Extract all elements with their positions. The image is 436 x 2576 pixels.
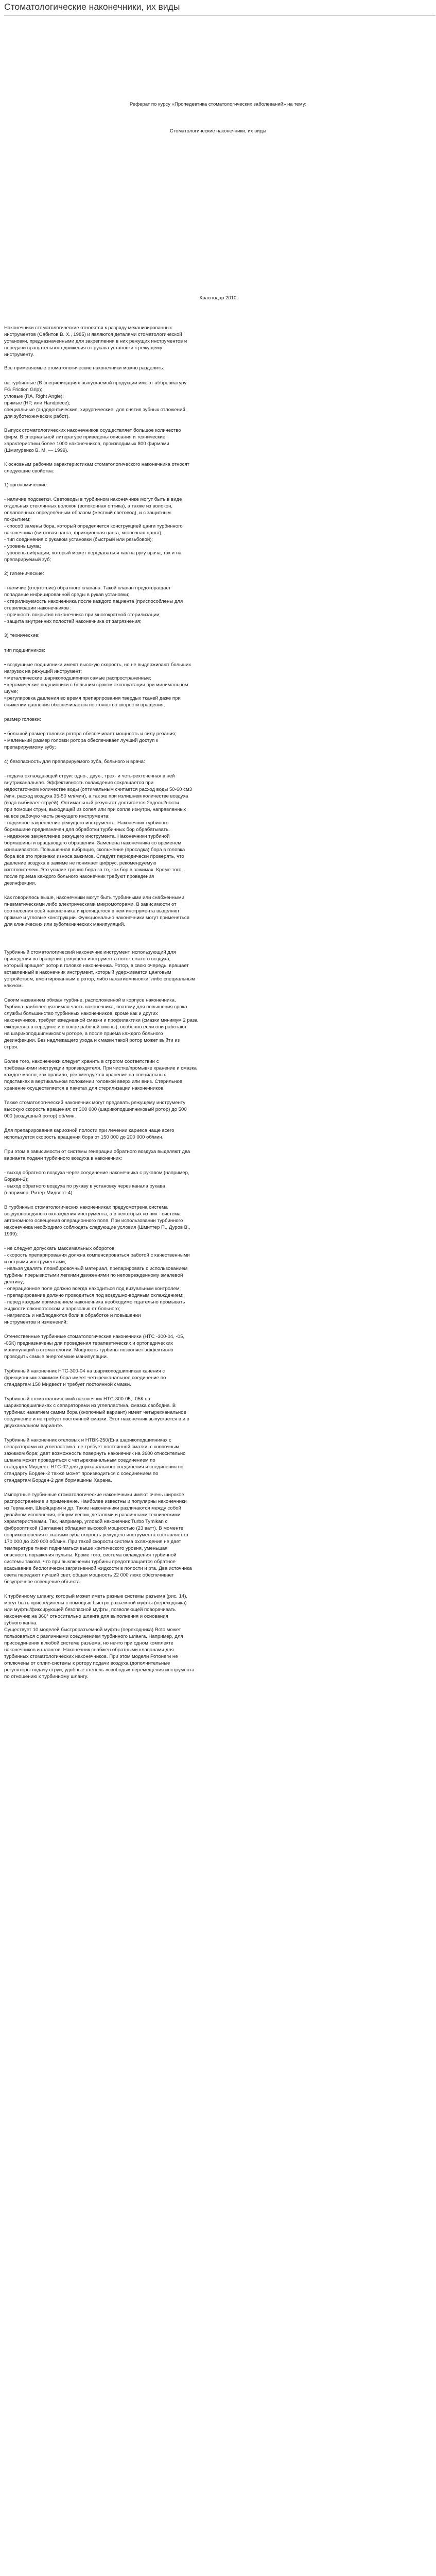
text-line: турбинах нажатием самим бора (кнопочный вариант) имеет четырехканальное	[4, 1410, 186, 1415]
text-line: прямые (HP, или Handpiece);	[4, 400, 71, 406]
text-line: строя.	[4, 1044, 19, 1050]
text-line: давление воздуха в зажиме не понижает цифрус, рекомендуемую	[4, 860, 156, 866]
text-line: препарируемый зуб;	[4, 557, 51, 563]
text-line: дизайном исполнения, общим весом, деталями и различными техническими	[4, 1512, 181, 1518]
page-title: Стоматологические наконечники, их виды	[4, 2, 180, 12]
text-line: тип подшипников:	[4, 648, 45, 653]
text-line: ежедневно в середине и в конце рабочей смены), особенно если они работают	[4, 1024, 187, 1030]
text-line: 4) безопасность для препарируемого зуба, больного и врача:	[4, 759, 145, 765]
text-line: света передают лучший свет, общая мощность 22 000 люкс обеспечивает	[4, 1572, 174, 1578]
text-line: используется скорость вращения бора от 150 000 до 200 000 об/мин.	[4, 1134, 164, 1140]
text-line: покрытием;	[4, 517, 31, 522]
text-line: по отношению к турбинному шлангу.	[4, 1674, 89, 1680]
text-line: - уровень шума;	[4, 544, 41, 549]
text-line: - защита внутренних полостей наконечника от загрязнения;	[4, 619, 142, 624]
text-line: и острыми инструментами;	[4, 1259, 66, 1265]
text-line: отключены от сплит-системы к ротору подачи воздуха (дополнительные	[4, 1660, 170, 1666]
text-line: - подача охлаждающей струи: одно-, двух-, трех- и четырехточечная в ней	[4, 773, 175, 779]
text-line: наконечника (винтовая цанга, фрикционная цанга, кнопочная цанга);	[4, 530, 163, 536]
text-line: - уровень вибрации, который может передаваться как на руку врача, так и на	[4, 550, 182, 556]
text-line: - наличие подсветки. Световоды в турбинном наконечнике могут быть в виде	[4, 497, 182, 502]
text-line: на турбинные (В специфицациях выпускаемой продукции имеют аббревиатуру	[4, 380, 187, 386]
text-line: присоединения к любой системе разъема, но нечто при одном комплекте	[4, 1640, 173, 1646]
text-line: -05К) предназначены для проведения терапевтических и ортопедических	[4, 1341, 173, 1346]
text-line: стерилизации наконечников :	[4, 605, 72, 611]
text-line: - скорость препарирования должна компенсироваться работой с качественными	[4, 1252, 190, 1258]
text-line: угловые (RA, Right Angle);	[4, 394, 64, 399]
text-line: (вода выбивает струёй). Оптимальный результат достигается 2вдоль2ности	[4, 800, 179, 806]
text-line: Борден-2);	[4, 1177, 29, 1182]
text-line: При этом в зависимости от системы генерации обратного воздуха выделяют два	[4, 1149, 190, 1155]
text-line: турбинных стоматологических наконечников. При этом модели Ротонеги не	[4, 1654, 178, 1659]
text-line: 170 000 до 220 000 об/мин. При такой скорости система охлаждения не дает	[4, 1539, 181, 1545]
text-line: стандарту Мидвест. НТС-02 для двухканального соединения и соединения по	[4, 1464, 184, 1470]
text-line: Турбинный наконечник отеловых и НТВК-250(Ена шарикоподшипниках с	[4, 1437, 171, 1443]
text-line: наконечников, требует ежедневной смазки и профилактики (смазки минимум 2 раза	[4, 1018, 198, 1023]
text-line: (Шмигуренко В. М. — 1999).	[4, 448, 68, 453]
text-line: • воздушные подшипники имеют высокую скорость, но не выдерживают больших	[4, 662, 191, 668]
text-line: системы такова, что при выключении турбины предотвращается обратное	[4, 1559, 176, 1565]
text-line: (например, Ритер-Мидвест-4).	[4, 1190, 74, 1196]
text-line: Отечественные турбинные стоматологические наконечники (НТС -300-04, -05,	[4, 1334, 185, 1340]
text-line: бормашины и вращающего обращения. Заменена наконечника со временем	[4, 840, 181, 846]
text-line: - нагрелось и наблюдаются боли в обработке и повышении	[4, 1313, 141, 1318]
text-line: Турбинный наконечник НТС-300-04 на шарикоподшипниках качения с	[4, 1368, 165, 1374]
text-line: фрикционным зажимом бора имеет четырехканальное соединение по	[4, 1375, 166, 1381]
text-line: Все применяемые стоматологические наконечники можно разделить:	[4, 365, 164, 371]
text-line: фиброоптикой (Заглавие) обладает высокой мощностью (23 ватт). В моменте	[4, 1526, 184, 1531]
text-line: всасывание биологически загрязненной жидкости в полости и рта. Два источника	[4, 1566, 192, 1571]
text-line: - прочность покрытия наконечника при многократной стерилизации;	[4, 612, 161, 618]
text-line: наконечников и шлангов: Наконечник снабжен обратными клапанами для	[4, 1647, 174, 1653]
text-line: шарикоподшипниках с сепараторами из углепластика, смазка свободна. В	[4, 1403, 176, 1409]
text-line: - перед каждым применением наконечника необходимо тщательно промывать	[4, 1299, 185, 1305]
text-line: могут быть присоединены с помощью быстро разъемной муфты (переходника)	[4, 1600, 187, 1606]
text-line: 3) технические:	[4, 633, 40, 638]
text-line: - способ замены бора, который определяется конструкцией цанги турбинного	[4, 523, 183, 529]
text-line: зубного канна.	[4, 1620, 38, 1626]
text-line: фирм. В специальной литературе приведены описания и технические	[4, 434, 166, 440]
text-line: высокую скорость вращения: от 300 000 (шарикоподшипниковый ротор) до 500	[4, 1107, 187, 1112]
text-line: изнашиваются. Повышенная вибрация, скольжение (просадка) бора в головка	[4, 847, 185, 853]
text-line: Также стоматологический наконечник могут предавать режущему инструменту	[4, 1100, 186, 1106]
text-line: 1999):	[4, 1231, 19, 1237]
text-line: стандартам Борден-2 для бормашины Харана.	[4, 1478, 112, 1483]
text-line: К турбинному шлангу, который может иметь разные системы разъема (рис. 14),	[4, 1594, 188, 1599]
text-line: - выход обратного воздуха по рукаву в установку через канала рукава	[4, 1183, 165, 1189]
text-line: бора все это признаки износа зажимов. Следует периодически проверять, что	[4, 854, 184, 859]
text-line: турбины прерывистыми легкими движениями по неповрежденному эмалевой	[4, 1273, 183, 1278]
text-line: бормашине предназначен для обработки турбинных бор обрабатывать.	[4, 827, 170, 833]
text-line: - операционное поле должно всегда находиться под визуальным контролем;	[4, 1286, 181, 1292]
text-line: Турбина наиболее уязвимая часть наконечника, поэтому для повышения срока	[4, 1004, 187, 1010]
text-line: - препарирование должно проводиться под воздушно-водяным охлаждением;	[4, 1293, 184, 1298]
text-line: Турбинный стоматологический наконечник инструмент, использующий для	[4, 950, 176, 955]
text-line: пневматическими либо электрическими микромоторами. В зависимости от	[4, 902, 177, 907]
text-line: оплавленных определённым образом (жесткий световод), и с защитным	[4, 510, 171, 516]
text-line: варианта подачи турбинного воздуха в наконечник:	[4, 1156, 122, 1161]
text-line: Своим названием обязан турбине, расположенной в корпусе наконечника.	[4, 997, 176, 1003]
text-line: - наличие (отсутствие) обратного клапана. Такой клапан предотвращает	[4, 585, 171, 591]
text-line: или муфты/фиксирующей безопасной муфты, позволяющей поворачивать	[4, 1607, 176, 1613]
text-line: - выход обратного воздуха через соединение наконечника с рукавом (например,	[4, 1170, 189, 1176]
text-line: стандартам 150 Мидвест и требует постоянной смазки.	[4, 1382, 131, 1387]
text-line: характеристики более 1000 наконечников, производимых 800 фирмами	[4, 441, 169, 447]
text-line: попадание инфицированной среды в рукав установки;	[4, 592, 130, 598]
text-line: • регулировка давления во время препарирования твердых тканей даже при	[4, 696, 181, 701]
text-line: зажимом бора; дает возможность повернуть наконечник на 3600 относительно	[4, 1451, 186, 1456]
text-line: 2) гигиенические:	[4, 571, 44, 577]
text-line: хранение осуществляется в пакетах для стерилизации наконечников.	[4, 1086, 165, 1091]
centered-text-line: Реферат по курсу «Пропедевтика стоматологических заболеваний» на тему:	[129, 101, 307, 107]
text-line: после приема каждого больного наконечник требуют проведения	[4, 874, 154, 879]
centered-text-line: Стоматологические наконечники, их виды	[169, 128, 267, 134]
text-line: ключом.	[4, 983, 23, 989]
text-line: Наконечники стоматологические относятся к разряду механизированных	[4, 325, 172, 331]
text-line: опасность поражения пульпы. Кроме того, система охлаждения турбинной	[4, 1552, 177, 1558]
text-line: • большой размер головки ротора обеспечивает мощность и силу резания;	[4, 731, 177, 737]
text-line: - надежное закрепление режущего инструмента. Наконечник турбиного	[4, 820, 169, 826]
text-line: передачи вращательного движения от рукава установки к режущему	[4, 345, 163, 351]
text-line: жидкости слюноотсосом и аэрозолью от больного;	[4, 1306, 120, 1312]
text-line: регуляторы подачу струи, удобные стенель «свободы» перемещения инструмента	[4, 1667, 195, 1673]
text-line: 000 (воздушный ротор) об/мин.	[4, 1113, 76, 1119]
text-line: распространение и применение. Наиболее известны и популярны наконечники	[4, 1499, 187, 1504]
text-line: В турбинных стоматологических наконечниках предусмотрена система	[4, 1205, 168, 1210]
text-line: для клинических или зуботехнических манипуляций.	[4, 922, 125, 927]
text-line: каждое масло, как правило, рекомендуется хранение на специальных	[4, 1072, 166, 1078]
text-line: требованиями инструкции производителя. При чистке/промывке хранение и смазка	[4, 1065, 197, 1071]
text-line: службы большинство турбинных наконечников, кроме как и других	[4, 1011, 158, 1016]
text-line: стандарту Борден-2 также может производиться с соединением по	[4, 1471, 159, 1477]
text-line: двухканальном варианте.	[4, 1423, 63, 1429]
text-line: специальные (эндодонтические, хирургические, для снятия зубных отложений,	[4, 407, 187, 413]
text-line: Выпуск стоматологических наконечников осуществляет большое количество	[4, 428, 181, 433]
text-line: манипуляций в стоматологии. Мощность турбины позволяет эффективно	[4, 1347, 173, 1353]
text-line: наконечника необходимо соблюдать следующие условия (Шмиттер П., Дуров В.,	[4, 1225, 190, 1230]
text-line: отдельных стеклянных волокон (волоконная оптика), а также из волокон,	[4, 503, 173, 509]
text-line: Существует 10 моделей быстроразъемной муфты (переходника) Roto может	[4, 1627, 181, 1633]
text-line: • маленький размер головки ротора обеспечивает лучший доступ к	[4, 738, 159, 743]
text-line: устройством, вмонтированным в ротор, либо нажатием кнопки, либо специальным	[4, 976, 195, 982]
text-line: недостаточном количестве воды (оптимальным считается расход воды 50-60 см3	[4, 787, 192, 792]
text-line: подставках в вертикальном положении головкой вверх или вниз. Стерильное	[4, 1079, 183, 1084]
text-line: воздушноводяного охлаждения инструмента, а в некоторых из них - система	[4, 1211, 181, 1217]
text-line: Для препарирования кариозной полости при лечении кариеса чаще всего	[4, 1128, 175, 1133]
text-line: шуме;	[4, 689, 18, 694]
text-line: Как говорилось выше, наконечники могут быть турбинными или снабженными	[4, 895, 184, 901]
text-line: прямые и угловые конструкции. Функционально наконечники могут применяться	[4, 915, 189, 921]
text-line: - надежное закрепление режущего инструмента. Наконечники турбиной	[4, 834, 170, 839]
text-line: размер головки:	[4, 717, 41, 722]
text-line: соединение и не требует постоянной смазки. Этот наконечник выпускается в и в	[4, 1416, 189, 1422]
text-line: на все рабочую часть режущего инструмента;	[4, 814, 110, 819]
text-line: дезинфекции. Без надлежащего ухода и смазки такой ротор может выйти из	[4, 1038, 180, 1043]
text-line: безупречное освещение объекта.	[4, 1579, 81, 1585]
text-line: приведения во вращение режущего инструмента поток сжатого воздуха,	[4, 956, 171, 962]
text-line: - стерилизуемость наконечника после каждого пациента (приспособлены для	[4, 599, 183, 604]
text-line: снижении давления обеспечивается постоянство скорости вращения;	[4, 702, 165, 708]
text-line: инструменту.	[4, 352, 34, 358]
text-line: вставленный в наконечник инструмент, который удерживается цанговым	[4, 970, 171, 975]
text-line: инструментов и изменений;	[4, 1319, 68, 1325]
text-line: FG Friction Grip);	[4, 387, 43, 393]
text-line: шланга может проводиться с четырехканальным соединением по	[4, 1458, 155, 1463]
text-line: Импортные турбинные стоматологические наконечники имеют очень широкое	[4, 1492, 184, 1498]
text-line: изготовителем. Это усилие трения бора за то, как бор в зажимах. Кроме того,	[4, 867, 183, 873]
text-line: дезинфекции.	[4, 880, 37, 886]
text-line: внутриканальная. Эффективность охлаждения сокращается при	[4, 780, 154, 786]
text-line: для зуботехнических работ).	[4, 414, 70, 419]
text-line: • металлические шарикоподшипники самые распространенные;	[4, 675, 151, 681]
text-line: сепараторами из углепластика, не требует постоянной смазки, с кнопочным	[4, 1444, 179, 1450]
text-line: - не следует допускать максимальных оборотов;	[4, 1246, 116, 1251]
text-line: /мин, расход воздуха 35-50 мл/мин), а так же при излишнем количестве воздуха	[4, 793, 188, 799]
centered-text-line: Краснодар 2010	[199, 295, 237, 301]
text-line: проводить самые энергоемкие манипуляции.	[4, 1354, 108, 1360]
text-line: 1) эргономические:	[4, 482, 48, 488]
text-line: • керамические подшипники с большим сроком эксплуатации при минимальном	[4, 682, 188, 688]
text-line: - тип соединения с рукавом установки (быстрый или резьбовой);	[4, 537, 153, 543]
text-line: Более того, наконечники следует хранить в строгом соответствии с	[4, 1059, 159, 1064]
text-line: нагрузок на режущий инструмент;	[4, 669, 82, 674]
text-line: на шарикоподшипниковом роторе, а после приема каждого больного	[4, 1031, 163, 1037]
text-line: который вращает ротор в головке наконечника. Ротор, в свою очередь, вращает	[4, 963, 189, 969]
text-line: пользоваться с различными соединением турбинного шланга. Например, для	[4, 1634, 183, 1639]
text-line: инструментов (Сабитов В. Х., 1985) и являются деталями стоматологической	[4, 332, 182, 337]
text-line: установки, предназначенными для закрепления в них режущих инструментов и	[4, 338, 187, 344]
title-divider	[4, 15, 435, 16]
text-line: следующие свойства:	[4, 468, 55, 474]
text-line: соприкосновения с тканями зуба скорость режущего инструмента составляет от	[4, 1532, 189, 1538]
text-line: дентину;	[4, 1279, 24, 1285]
text-line: - нельзя удалять пломбировочный материал, препарировать с использованием	[4, 1266, 188, 1272]
text-line: при помощи струи, выходящей из сопел или при сопле изнутри, направленных	[4, 807, 186, 812]
text-line: наконечник на 360° относительно шланга для выполнения и основания	[4, 1614, 168, 1619]
text-line: К основным рабочим характеристикам стоматологического наконечника относят	[4, 462, 190, 467]
text-line: автономного освещения операционного поля. При использовании турбинного	[4, 1218, 183, 1224]
text-line: соотнесения осей наконечника и крепящегося в нем инструмента выделяют	[4, 908, 180, 914]
text-line: Турбинный стоматологический наконечник НТС-300-05, -05К на	[4, 1396, 150, 1402]
text-line: препарируемому зубу;	[4, 744, 56, 750]
text-line: из Германии, Швейцарии и др. Такие наконечники различаются между собой	[4, 1505, 181, 1511]
text-line: температуре ткани подниматься выше критического уровня, уменьшая	[4, 1546, 168, 1551]
text-line: характеристиками. Так, например, угловой наконечник Turbo Tymikan с	[4, 1519, 168, 1524]
